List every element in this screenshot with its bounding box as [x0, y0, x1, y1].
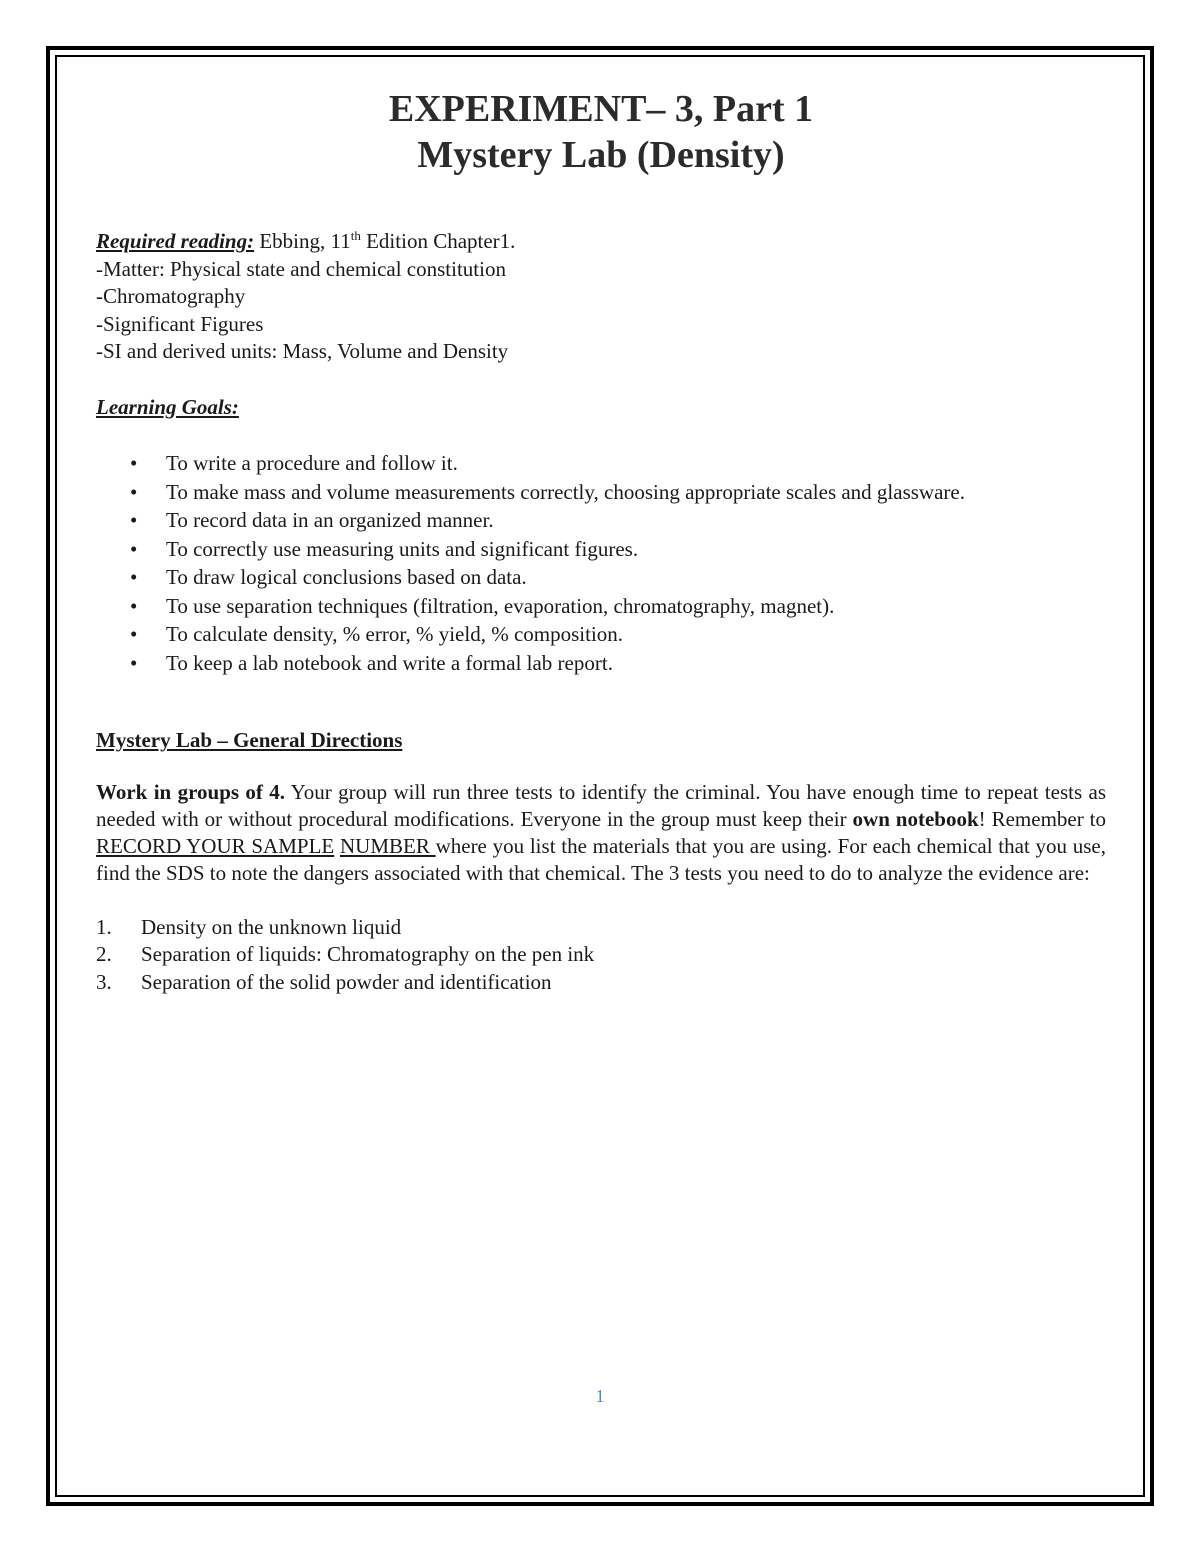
list-item [96, 914, 1106, 942]
goal-text: To draw logical conclusions based on data. [166, 565, 527, 589]
bullet-icon: • [130, 479, 138, 504]
bullet-icon: • [130, 650, 138, 675]
required-reading-label: Required reading: [96, 229, 255, 253]
list-item [96, 506, 1106, 535]
page-number: 1 [595, 1386, 605, 1406]
title-line-1: EXPERIMENT– 3, Part 1 [388, 88, 814, 130]
directions-underline: NUMBER [339, 833, 436, 858]
bullet-icon: • [130, 565, 138, 589]
required-reading-text: Ebbing, 11 [254, 229, 351, 253]
directions-paragraph [96, 779, 1106, 887]
list-item [96, 941, 1106, 969]
tests-list [96, 914, 1106, 997]
list-number: 1. [96, 914, 112, 939]
goal-text: To write a procedure and follow it. [166, 451, 458, 475]
required-reading-line [96, 228, 1106, 256]
goal-text: To use separation techniques (filtration, evaporation, chromatography, magnet). [166, 593, 835, 618]
list-item [96, 649, 1106, 678]
learning-goals-list [96, 449, 1106, 677]
test-text: Separation of the solid powder and identification [141, 969, 552, 994]
test-text: Separation of liquids: Chromatography on the pen ink [141, 942, 595, 966]
directions-bold-own: own notebook [852, 806, 979, 831]
directions-text: where you list the materials that you are using. For each chemical that you use, find the SDS to note the dangers associated with that chemical. The 3 tests you need to do to analyze the evidence are: [96, 833, 1107, 885]
list-item [96, 969, 1106, 997]
directions-heading: Mystery Lab – General Directions [96, 728, 403, 752]
bullet-icon: • [130, 622, 138, 646]
list-number: 2. [96, 942, 112, 966]
reading-topic: -Matter: Physical state and chemical constitution [96, 256, 506, 281]
list-item [96, 478, 1106, 507]
directions-text: ! Remember to [978, 806, 1106, 831]
list-item [96, 592, 1106, 621]
document-body [96, 86, 1106, 996]
list-item [96, 449, 1106, 478]
list-item [96, 563, 1106, 592]
directions-underline: RECORD YOUR SAMPLE [96, 833, 335, 858]
required-reading-text-end: Edition Chapter1. [360, 229, 516, 253]
goal-text: To keep a lab notebook and write a formal lab report. [166, 650, 613, 675]
bullet-icon: • [130, 593, 138, 618]
reading-topic: -Significant Figures [96, 311, 264, 336]
required-reading-sup: th [350, 228, 361, 243]
reading-topic: -Chromatography [96, 284, 246, 308]
bullet-icon: • [130, 508, 138, 532]
reading-topic: -SI and derived units: Mass, Volume and Density [96, 339, 509, 363]
goal-text: To make mass and volume measurements correctly, choosing appropriate scales and glassware. [166, 479, 965, 504]
goal-text: To record data in an organized manner. [166, 508, 494, 532]
directions-text: Your group will run three tests to identify the criminal. You have enough time to repeat tests as needed with or without procedural modifications. Everyone in the group must keep their [96, 779, 1106, 831]
learning-goals-heading: Learning Goals: [96, 394, 239, 419]
bullet-icon: • [130, 536, 138, 561]
goal-text: To calculate density, % error, % yield, % composition. [166, 622, 624, 646]
title-line-2: Mystery Lab (Density) [417, 134, 785, 176]
list-number: 3. [96, 969, 112, 994]
test-text: Density on the unknown liquid [141, 914, 402, 939]
list-item [96, 535, 1106, 564]
directions-bold-start: Work in groups of 4. [96, 779, 286, 804]
bullet-icon: • [130, 451, 138, 475]
list-item [96, 620, 1106, 649]
goal-text: To correctly use measuring units and significant figures. [166, 536, 639, 561]
